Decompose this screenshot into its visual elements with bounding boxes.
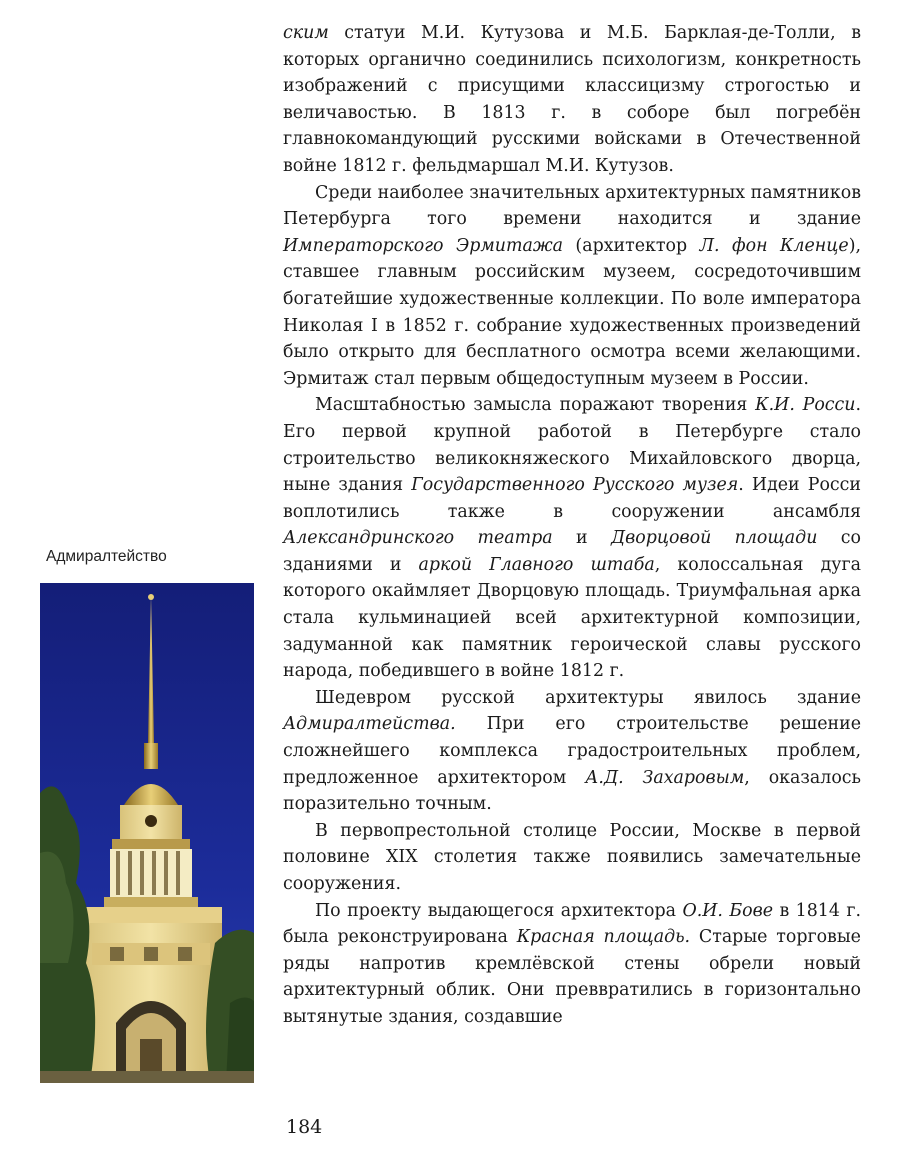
text-run: , оказалось поразительно точным. bbox=[283, 767, 861, 815]
paragraph bbox=[283, 180, 861, 393]
paragraph bbox=[283, 818, 861, 898]
italic-term: А.Д. Захаровым bbox=[585, 767, 745, 788]
paragraph bbox=[283, 20, 861, 180]
text-run: Масштабностью замысла поражают творения bbox=[315, 395, 756, 416]
page-number: 184 bbox=[286, 1116, 323, 1138]
italic-term: Адмиралтейства. bbox=[283, 714, 456, 735]
text-run: . Идеи Росси воплотились также в сооружении ансамбля bbox=[283, 475, 861, 522]
figure-caption: Адмиралтейство bbox=[46, 548, 167, 565]
text-run: При его строительстве решение сложнейшего комплекса градостроительных проблем, предложенное архитектором bbox=[283, 714, 861, 788]
text-run: со зданиями и bbox=[283, 528, 861, 575]
body-text bbox=[283, 20, 861, 1031]
text-run: По проекту выдающегося архитектора bbox=[315, 900, 683, 921]
text-run: (архитектор bbox=[563, 235, 700, 256]
text-run: и bbox=[552, 528, 612, 549]
text-run: Шедевром русской архитектуры явилось здание bbox=[315, 687, 861, 708]
italic-term: Государственного Русского музея bbox=[411, 475, 739, 496]
text-run: в 1814 г. была реконструирована bbox=[283, 900, 861, 948]
admiralty-photo-image bbox=[40, 583, 254, 1083]
text-run: Старые торговые ряды напротив кремлёвской стены обрели новый архитектурный облик. Они преввратились в горизонтально вытянутые здания, создавшие bbox=[283, 927, 861, 1027]
italic-term: Императорского Эрмитажа bbox=[283, 235, 563, 256]
text-run: статуи М.И. Кутузова и М.Б. Барклая-де-Толли, в которых органично соединились психологизм, конкретность изображений с присущими классицизму строгостью и величавостью. В 1813 г. в соборе был погребён главнокомандующий русскими войсками в Отечественной войне 1812 г. фельдмаршал М.И. Кутузов. bbox=[283, 23, 861, 176]
paragraph bbox=[283, 898, 861, 1031]
text-run: . Его первой крупной работой в Петербурге стало строительство великокняжеского Михайловского дворца, ныне здания bbox=[283, 395, 862, 496]
italic-term: Дворцовой площади bbox=[611, 528, 818, 549]
italic-term: Красная площадь. bbox=[516, 927, 691, 948]
text-run: ), ставшее главным российским музеем, сосредоточившим богатейшие художественные коллекции. По воле императора Николая I в 1852 г. собрание художественных произведений было открыто для бесплатного осмотра всеми желающими. Эрмитаж стал первым общедоступным музеем в России. bbox=[283, 235, 862, 389]
text-run: В первопрестольной столице России, Москве в первой половине XIX столетия также появились замечательные сооружения. bbox=[283, 820, 861, 894]
paragraph bbox=[283, 685, 861, 818]
italic-term: аркой Главного штаба bbox=[418, 554, 655, 575]
italic-term: Л. фон Кленце bbox=[699, 235, 849, 256]
admiralty-photo bbox=[40, 583, 254, 1083]
text-run: , колоссальная дуга которого окаймляет Дворцовую площадь. Триумфальная арка стала кульминацией всей архитектурной композиции, задуманной как памятник героической славы русского народа, победившего в войне 1812 г. bbox=[283, 554, 861, 682]
text-run: Среди наиболее значительных архитектурных памятников Петербурга того времени находится и здание bbox=[283, 182, 861, 230]
italic-term: К.И. Росси bbox=[755, 395, 856, 416]
italic-term: Александринского театра bbox=[283, 528, 553, 549]
paragraph bbox=[283, 392, 861, 685]
italic-term: ским bbox=[283, 23, 329, 43]
italic-term: О.И. Бове bbox=[682, 900, 774, 921]
